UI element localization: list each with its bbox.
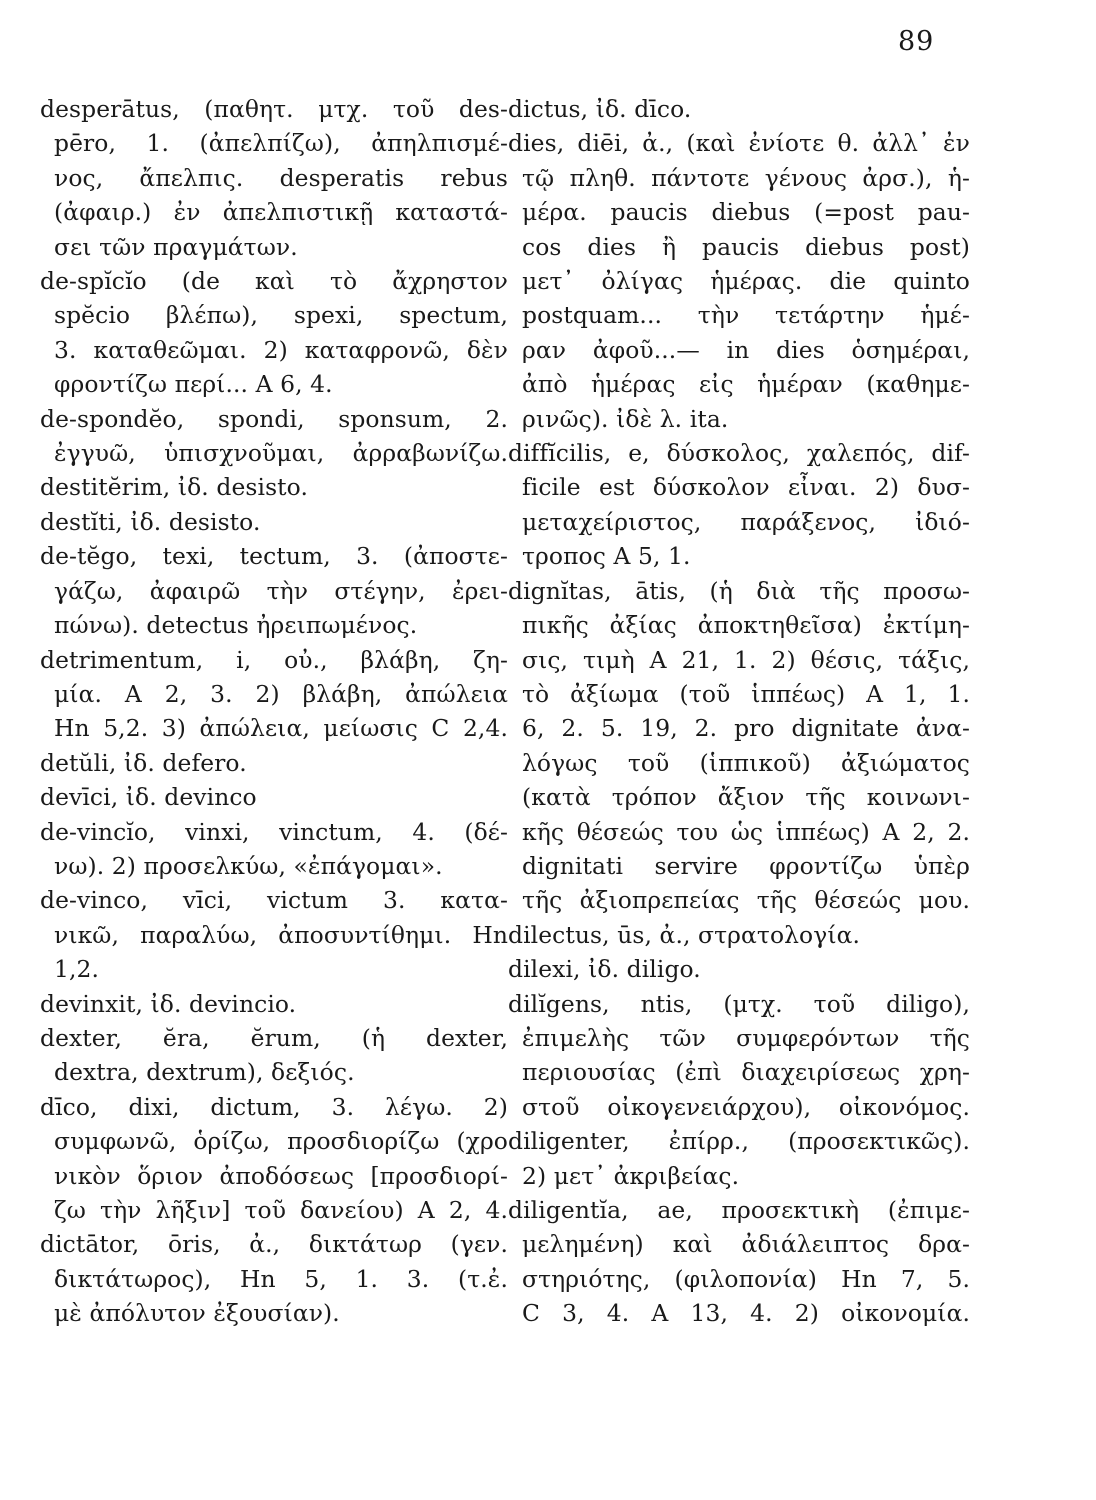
dictionary-line: στοῦ οἰκογενειάρχου), οἰκονόμος. xyxy=(522,1092,970,1121)
dictionary-line: de-vincĭo, vinxi, vinctum, 4. (δέ- xyxy=(40,817,508,846)
dictionary-line: diffĭcilis, e, δύσκολος, χαλεπός, dif- xyxy=(508,439,970,468)
dictionary-line: νικὸν ὅριον ἀποδόσεως [προσδιορί- xyxy=(54,1161,508,1190)
dictionary-line: de-spĭcĭo (de καὶ τὸ ἄχρηστον xyxy=(40,267,508,296)
dictionary-line: μὲ ἀπόλυτον ἐξουσίαν). xyxy=(54,1299,340,1328)
dictionary-line: destitĕrim, ἰδ. desisto. xyxy=(40,473,308,502)
dictionary-line: νος, ἄπελπις. desperatis rebus xyxy=(54,163,508,192)
dictionary-line: περιουσίας (ἐπὶ διαχειρίσεως χρη- xyxy=(522,1058,970,1087)
dictionary-line: μεταχείριστος, παράξενος, ἰδιό- xyxy=(522,507,970,536)
dictionary-line: detŭli, ἰδ. defero. xyxy=(40,748,247,777)
dictionary-line: πώνω). detectus ἠρειπωμένος. xyxy=(54,611,418,640)
dictionary-line: 1,2. xyxy=(54,955,100,984)
dictionary-line: φροντίζω περί... A 6, 4. xyxy=(54,370,333,399)
dictionary-line: λόγως τοῦ (ἱππικοῦ) ἀξιώματος xyxy=(522,748,970,777)
dictionary-line: ζω τὴν λῆξιν] τοῦ δανείου) A 2, 4. xyxy=(54,1196,508,1224)
dictionary-line: Hn 5,2. 3) ἀπώλεια, μείωσις C 2,4. xyxy=(54,714,508,743)
page-number: 89 xyxy=(898,26,935,57)
dictionary-line: κῆς θέσεώς του ὡς ἱππέως) A 2, 2. xyxy=(522,817,970,846)
dictionary-line: ἐπιμελὴς τῶν συμφερόντων τῆς xyxy=(522,1023,970,1052)
dictionary-line: πικῆς ἀξίας ἀποκτηθεῖσα) ἐκτίμη- xyxy=(522,611,970,640)
dictionary-line: dictus, ἰδ. dīco. xyxy=(508,95,692,123)
dictionary-line: dictātor, ōris, ἀ., δικτάτωρ (γεν. xyxy=(40,1230,508,1259)
dictionary-line: dīco, dixi, dictum, 3. λέγω. 2) xyxy=(40,1092,508,1121)
dictionary-line: de-vinco, vīci, victum 3. κατα- xyxy=(40,886,508,915)
right-column xyxy=(508,92,970,1331)
dictionary-line: τῷ πληθ. πάντοτε γένους ἀρσ.), ἡ- xyxy=(522,163,970,192)
dictionary-line: ραν ἀφοῦ...— in dies ὁσημέραι, xyxy=(522,335,970,364)
dictionary-line: νικῶ, παραλύω, ἀποσυντίθημι. Hn xyxy=(54,920,508,949)
dictionary-line: μία. A 2, 3. 2) βλάβη, ἀπώλεια xyxy=(54,679,508,708)
dictionary-line: de-spondĕo, spondi, sponsum, 2. xyxy=(40,404,508,433)
dictionary-line: ἀπὸ ἡμέρας εἰς ἡμέραν (καθημε- xyxy=(522,370,970,399)
dictionary-line: ficile est δύσκολον εἶναι. 2) δυσ- xyxy=(522,473,970,502)
dictionary-line: dilexi, ἰδ. diligo. xyxy=(508,955,701,984)
dictionary-line: desperātus, (παθητ. μτχ. τοῦ des- xyxy=(40,95,508,123)
dictionary-line: μελημένη) καὶ ἀδιάλειπτος δρα- xyxy=(522,1230,970,1259)
dictionary-line: dignitati servire φροντίζω ὑπὲρ xyxy=(522,851,970,880)
dictionary-line: dextra, dextrum), δεξιός. xyxy=(54,1058,355,1087)
dictionary-line: devinxit, ἰδ. devincio. xyxy=(40,989,297,1018)
dictionary-line: τροπος A 5, 1. xyxy=(522,542,691,571)
dictionary-line: 3. καταθεῶμαι. 2) καταφρονῶ, δὲν xyxy=(54,335,508,364)
dictionary-line: τῆς ἀξιοπρεπείας τῆς θέσεώς μου. xyxy=(522,886,970,915)
dictionary-line: σει τῶν πραγμάτων. xyxy=(54,232,298,261)
dictionary-line: dilectus, ūs, ἀ., στρατολογία. xyxy=(508,920,861,949)
dictionary-line: cos dies ἢ paucis diebus post) xyxy=(522,232,970,261)
dictionary-line: δικτάτωρος), Hn 5, 1. 3. (τ.ἐ. xyxy=(54,1264,508,1293)
dictionary-line: ἐγγυῶ, ὑπισχνοῦμαι, ἀρραβωνίζω. xyxy=(54,439,508,468)
dictionary-line: de-tĕgo, texi, tectum, 3. (ἀποστε- xyxy=(40,542,508,571)
dictionary-line: dignĭtas, ātis, (ἡ διὰ τῆς προσω- xyxy=(508,576,970,605)
dictionary-line: destĭti, ἰδ. desisto. xyxy=(40,507,261,536)
dictionary-line: detrimentum, i, οὐ., βλάβη, ζη- xyxy=(40,645,508,674)
dictionary-line: dexter, ĕra, ĕrum, (ἡ dexter, xyxy=(40,1023,508,1052)
dictionary-line: νω). 2) προσελκύω, «ἐπάγομαι». xyxy=(54,851,443,880)
dictionary-line: diligenter, ἐπίρρ., (προσεκτικῶς). xyxy=(508,1127,970,1156)
dictionary-line: postquam... τὴν τετάρτην ἡμέ- xyxy=(522,301,970,330)
dictionary-line: 2) μετ᾽ ἀκριβείας. xyxy=(522,1161,740,1190)
dictionary-line: στηριότης, (φιλοπονία) Hn 7, 5. xyxy=(522,1264,970,1293)
dictionary-line: (ἀφαιρ.) ἐν ἀπελπιστικῇ καταστά- xyxy=(54,198,508,227)
dictionary-line: ρινῶς). ἰδὲ λ. ita. xyxy=(522,404,729,433)
dictionary-line: μετ᾽ ὀλίγας ἡμέρας. die quinto xyxy=(522,267,970,296)
dictionary-line: spĕcio βλέπω), spexi, spectum, xyxy=(54,301,508,330)
dictionary-line: devīci, ἰδ. devinco xyxy=(40,783,257,812)
dictionary-line: γάζω, ἀφαιρῶ τὴν στέγην, ἐρει- xyxy=(54,576,508,605)
dictionary-line: 6, 2. 5. 19, 2. pro dignitate ἀνα- xyxy=(522,714,970,743)
dictionary-line: μέρα. paucis diebus (=post pau- xyxy=(522,198,970,227)
dictionary-line: (κατὰ τρόπον ἄξιον τῆς κοινωνι- xyxy=(522,783,970,812)
dictionary-line: dies, diēi, ἀ., (καὶ ἐνίοτε θ. ἀλλ᾽ ἐν xyxy=(508,129,970,158)
dictionary-line: diligentĭa, ae, προσεκτικὴ (ἐπιμε- xyxy=(508,1196,970,1224)
dictionary-line: dilĭgens, ntis, (μτχ. τοῦ diligo), xyxy=(508,989,970,1018)
dictionary-line: σις, τιμὴ A 21, 1. 2) θέσις, τάξις, xyxy=(522,645,970,674)
dictionary-line: συμφωνῶ, ὁρίζω, προσδιορίζω (χρο xyxy=(54,1127,508,1156)
dictionary-line: τὸ ἀξίωμα (τοῦ ἱππέως) A 1, 1. xyxy=(522,679,970,708)
left-column xyxy=(40,92,508,1331)
dictionary-line: C 3, 4. A 13, 4. 2) οἰκονομία. xyxy=(522,1299,970,1328)
dictionary-line: pēro, 1. (ἀπελπίζω), ἀπηλπισμέ- xyxy=(54,129,508,158)
